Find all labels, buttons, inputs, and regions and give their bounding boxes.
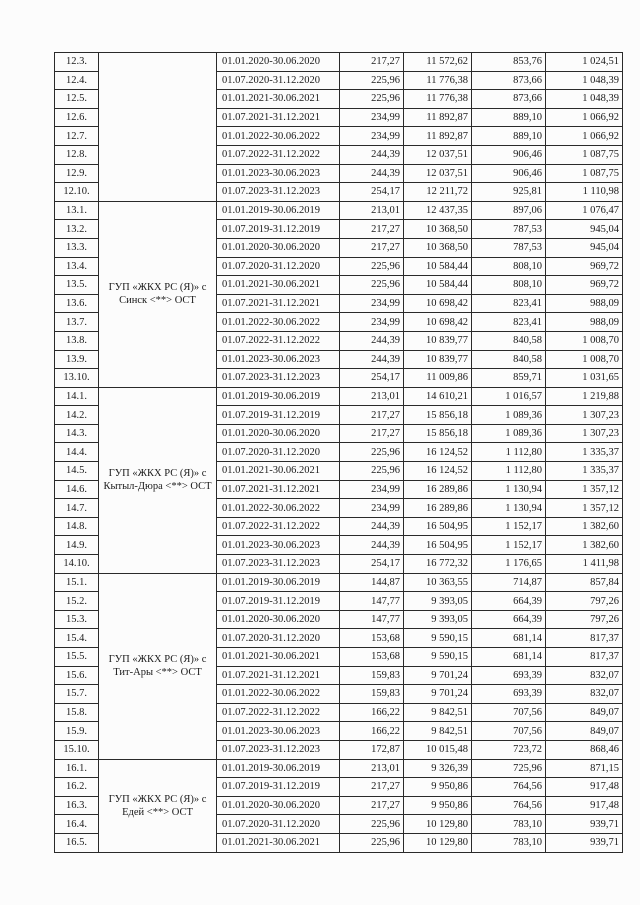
value-cell-2: 9 950,86: [404, 778, 472, 797]
value-cell-2: 9 393,05: [404, 592, 472, 611]
value-cell-2: 10 584,44: [404, 276, 472, 295]
row-number-cell: 15.5.: [55, 648, 99, 667]
value-cell-4: 1 008,70: [546, 350, 623, 369]
value-cell-3: 725,96: [472, 759, 546, 778]
value-cell-3: 1 016,57: [472, 387, 546, 406]
value-cell-2: 9 701,24: [404, 685, 472, 704]
value-cell-4: 1 087,75: [546, 164, 623, 183]
value-cell-3: 1 130,94: [472, 499, 546, 518]
period-cell: 01.01.2021-30.06.2021: [217, 833, 340, 852]
value-cell-2: 10 015,48: [404, 740, 472, 759]
value-cell-1: 217,27: [340, 406, 404, 425]
value-cell-2: 16 504,95: [404, 536, 472, 555]
period-cell: 01.01.2020-30.06.2020: [217, 796, 340, 815]
value-cell-2: 16 772,32: [404, 555, 472, 574]
value-cell-4: 945,04: [546, 238, 623, 257]
value-cell-2: 10 698,42: [404, 294, 472, 313]
value-cell-1: 147,77: [340, 592, 404, 611]
value-cell-2: 10 129,80: [404, 833, 472, 852]
value-cell-2: 16 289,86: [404, 480, 472, 499]
value-cell-2: 12 437,35: [404, 201, 472, 220]
period-cell: 01.01.2021-30.06.2021: [217, 90, 340, 109]
value-cell-1: 217,27: [340, 778, 404, 797]
row-number-cell: 12.6.: [55, 108, 99, 127]
value-cell-4: 849,07: [546, 722, 623, 741]
table-row: [55, 759, 623, 778]
period-cell: 01.07.2019-31.12.2019: [217, 406, 340, 425]
value-cell-4: 1 307,23: [546, 424, 623, 443]
row-number-cell: 14.7.: [55, 499, 99, 518]
value-cell-3: 808,10: [472, 276, 546, 295]
row-number-cell: 15.8.: [55, 703, 99, 722]
value-cell-3: 853,76: [472, 53, 546, 72]
row-number-cell: 13.8.: [55, 331, 99, 350]
value-cell-4: 969,72: [546, 257, 623, 276]
row-number-cell: 15.10.: [55, 740, 99, 759]
period-cell: 01.01.2021-30.06.2021: [217, 276, 340, 295]
period-cell: 01.01.2023-30.06.2023: [217, 164, 340, 183]
value-cell-3: 1 152,17: [472, 517, 546, 536]
period-cell: 01.07.2022-31.12.2022: [217, 703, 340, 722]
value-cell-3: 787,53: [472, 238, 546, 257]
period-cell: 01.07.2020-31.12.2020: [217, 257, 340, 276]
value-cell-1: 225,96: [340, 257, 404, 276]
value-cell-3: 764,56: [472, 778, 546, 797]
value-cell-4: 1 335,37: [546, 462, 623, 481]
value-cell-1: 217,27: [340, 220, 404, 239]
value-cell-3: 873,66: [472, 90, 546, 109]
organization-cell: ГУП «ЖКХ РС (Я)» с Синск <**> ОСТ: [99, 201, 217, 387]
value-cell-1: 225,96: [340, 815, 404, 834]
value-cell-2: 10 584,44: [404, 257, 472, 276]
value-cell-3: 859,71: [472, 369, 546, 388]
value-cell-4: 939,71: [546, 815, 623, 834]
value-cell-2: 9 326,39: [404, 759, 472, 778]
value-cell-3: 783,10: [472, 833, 546, 852]
row-number-cell: 16.2.: [55, 778, 99, 797]
value-cell-1: 213,01: [340, 387, 404, 406]
period-cell: 01.07.2023-31.12.2023: [217, 555, 340, 574]
period-cell: 01.07.2019-31.12.2019: [217, 220, 340, 239]
value-cell-3: 1 089,36: [472, 406, 546, 425]
value-cell-2: 16 124,52: [404, 462, 472, 481]
value-cell-4: 797,26: [546, 610, 623, 629]
period-cell: 01.07.2019-31.12.2019: [217, 592, 340, 611]
row-number-cell: 14.4.: [55, 443, 99, 462]
value-cell-1: 254,17: [340, 183, 404, 202]
period-cell: 01.01.2020-30.06.2020: [217, 53, 340, 72]
value-cell-3: 693,39: [472, 666, 546, 685]
value-cell-4: 939,71: [546, 833, 623, 852]
value-cell-1: 244,39: [340, 517, 404, 536]
value-cell-4: 1 382,60: [546, 536, 623, 555]
row-number-cell: 14.8.: [55, 517, 99, 536]
row-number-cell: 15.7.: [55, 685, 99, 704]
value-cell-4: 1 008,70: [546, 331, 623, 350]
value-cell-3: 808,10: [472, 257, 546, 276]
value-cell-2: 9 842,51: [404, 722, 472, 741]
value-cell-3: 897,06: [472, 201, 546, 220]
value-cell-3: 681,14: [472, 648, 546, 667]
value-cell-4: 817,37: [546, 648, 623, 667]
value-cell-3: 714,87: [472, 573, 546, 592]
period-cell: 01.07.2022-31.12.2022: [217, 517, 340, 536]
row-number-cell: 15.3.: [55, 610, 99, 629]
value-cell-1: 234,99: [340, 313, 404, 332]
period-cell: 01.07.2020-31.12.2020: [217, 71, 340, 90]
period-cell: 01.01.2022-30.06.2022: [217, 313, 340, 332]
value-cell-3: 906,46: [472, 164, 546, 183]
value-cell-2: 16 124,52: [404, 443, 472, 462]
row-number-cell: 15.4.: [55, 629, 99, 648]
row-number-cell: 12.8.: [55, 145, 99, 164]
value-cell-4: 1 087,75: [546, 145, 623, 164]
value-cell-4: 1 382,60: [546, 517, 623, 536]
value-cell-3: 787,53: [472, 220, 546, 239]
value-cell-3: 823,41: [472, 313, 546, 332]
value-cell-4: 988,09: [546, 294, 623, 313]
value-cell-1: 147,77: [340, 610, 404, 629]
row-number-cell: 14.6.: [55, 480, 99, 499]
value-cell-4: 1 110,98: [546, 183, 623, 202]
row-number-cell: 14.1.: [55, 387, 99, 406]
value-cell-1: 244,39: [340, 350, 404, 369]
value-cell-2: 11 776,38: [404, 90, 472, 109]
value-cell-2: 10 839,77: [404, 350, 472, 369]
value-cell-4: 832,07: [546, 685, 623, 704]
value-cell-4: 917,48: [546, 796, 623, 815]
period-cell: 01.07.2023-31.12.2023: [217, 369, 340, 388]
value-cell-1: 234,99: [340, 499, 404, 518]
row-number-cell: 16.4.: [55, 815, 99, 834]
value-cell-4: 1 307,23: [546, 406, 623, 425]
period-cell: 01.01.2021-30.06.2021: [217, 648, 340, 667]
period-cell: 01.07.2020-31.12.2020: [217, 629, 340, 648]
period-cell: 01.07.2021-31.12.2021: [217, 480, 340, 499]
value-cell-1: 244,39: [340, 331, 404, 350]
value-cell-3: 840,58: [472, 331, 546, 350]
value-cell-1: 244,39: [340, 145, 404, 164]
value-cell-1: 234,99: [340, 294, 404, 313]
value-cell-2: 11 572,62: [404, 53, 472, 72]
value-cell-4: 1 357,12: [546, 480, 623, 499]
value-cell-1: 153,68: [340, 648, 404, 667]
value-cell-4: 917,48: [546, 778, 623, 797]
value-cell-1: 144,87: [340, 573, 404, 592]
value-cell-4: 1 031,65: [546, 369, 623, 388]
value-cell-2: 10 368,50: [404, 238, 472, 257]
value-cell-1: 172,87: [340, 740, 404, 759]
value-cell-1: 166,22: [340, 703, 404, 722]
period-cell: 01.07.2020-31.12.2020: [217, 815, 340, 834]
value-cell-4: 1 357,12: [546, 499, 623, 518]
row-number-cell: 15.6.: [55, 666, 99, 685]
row-number-cell: 13.4.: [55, 257, 99, 276]
value-cell-3: 840,58: [472, 350, 546, 369]
period-cell: 01.01.2020-30.06.2020: [217, 610, 340, 629]
table-row: [55, 387, 623, 406]
period-cell: 01.01.2023-30.06.2023: [217, 536, 340, 555]
value-cell-2: 12 211,72: [404, 183, 472, 202]
value-cell-3: 906,46: [472, 145, 546, 164]
value-cell-2: 10 368,50: [404, 220, 472, 239]
value-cell-2: 12 037,51: [404, 145, 472, 164]
period-cell: 01.07.2021-31.12.2021: [217, 666, 340, 685]
row-number-cell: 15.9.: [55, 722, 99, 741]
organization-cell: [99, 53, 217, 202]
value-cell-2: 11 776,38: [404, 71, 472, 90]
period-cell: 01.01.2021-30.06.2021: [217, 462, 340, 481]
organization-cell: ГУП «ЖКХ РС (Я)» с Кытыл-Дюра <**> ОСТ: [99, 387, 217, 573]
period-cell: 01.07.2021-31.12.2021: [217, 108, 340, 127]
value-cell-1: 254,17: [340, 555, 404, 574]
value-cell-4: 1 335,37: [546, 443, 623, 462]
value-cell-3: 925,81: [472, 183, 546, 202]
value-cell-2: 11 009,86: [404, 369, 472, 388]
row-number-cell: 12.7.: [55, 127, 99, 146]
period-cell: 01.01.2020-30.06.2020: [217, 424, 340, 443]
row-number-cell: 14.9.: [55, 536, 99, 555]
value-cell-3: 1 089,36: [472, 424, 546, 443]
value-cell-1: 225,96: [340, 833, 404, 852]
value-cell-3: 707,56: [472, 703, 546, 722]
value-cell-3: 1 152,17: [472, 536, 546, 555]
value-cell-2: 12 037,51: [404, 164, 472, 183]
value-cell-2: 11 892,87: [404, 127, 472, 146]
row-number-cell: 12.3.: [55, 53, 99, 72]
row-number-cell: 14.2.: [55, 406, 99, 425]
value-cell-1: 213,01: [340, 759, 404, 778]
period-cell: 01.01.2023-30.06.2023: [217, 350, 340, 369]
value-cell-2: 16 504,95: [404, 517, 472, 536]
value-cell-2: 10 129,80: [404, 815, 472, 834]
value-cell-2: 9 393,05: [404, 610, 472, 629]
value-cell-4: 871,15: [546, 759, 623, 778]
period-cell: 01.07.2019-31.12.2019: [217, 778, 340, 797]
value-cell-1: 225,96: [340, 90, 404, 109]
value-cell-3: 764,56: [472, 796, 546, 815]
value-cell-3: 693,39: [472, 685, 546, 704]
row-number-cell: 13.6.: [55, 294, 99, 313]
value-cell-4: 1 411,98: [546, 555, 623, 574]
value-cell-1: 159,83: [340, 666, 404, 685]
value-cell-4: 849,07: [546, 703, 623, 722]
row-number-cell: 15.1.: [55, 573, 99, 592]
value-cell-4: 832,07: [546, 666, 623, 685]
value-cell-4: 1 024,51: [546, 53, 623, 72]
period-cell: 01.01.2023-30.06.2023: [217, 722, 340, 741]
value-cell-1: 217,27: [340, 238, 404, 257]
value-cell-1: 166,22: [340, 722, 404, 741]
value-cell-2: 9 701,24: [404, 666, 472, 685]
value-cell-2: 9 590,15: [404, 629, 472, 648]
value-cell-4: 1 066,92: [546, 108, 623, 127]
value-cell-1: 217,27: [340, 53, 404, 72]
value-cell-1: 225,96: [340, 443, 404, 462]
table-row: [55, 201, 623, 220]
value-cell-1: 153,68: [340, 629, 404, 648]
value-cell-2: 9 950,86: [404, 796, 472, 815]
value-cell-1: 234,99: [340, 480, 404, 499]
value-cell-2: 10 698,42: [404, 313, 472, 332]
value-cell-4: 797,26: [546, 592, 623, 611]
value-cell-4: 857,84: [546, 573, 623, 592]
value-cell-1: 217,27: [340, 424, 404, 443]
value-cell-2: 9 590,15: [404, 648, 472, 667]
value-cell-1: 234,99: [340, 127, 404, 146]
value-cell-2: 15 856,18: [404, 406, 472, 425]
row-number-cell: 16.3.: [55, 796, 99, 815]
organization-cell: ГУП «ЖКХ РС (Я)» с Тит-Ары <**> ОСТ: [99, 573, 217, 759]
value-cell-4: 1 219,88: [546, 387, 623, 406]
value-cell-4: 969,72: [546, 276, 623, 295]
row-number-cell: 12.5.: [55, 90, 99, 109]
row-number-cell: 16.1.: [55, 759, 99, 778]
value-cell-2: 15 856,18: [404, 424, 472, 443]
row-number-cell: 12.4.: [55, 71, 99, 90]
value-cell-4: 1 076,47: [546, 201, 623, 220]
value-cell-1: 159,83: [340, 685, 404, 704]
value-cell-1: 225,96: [340, 276, 404, 295]
row-number-cell: 13.7.: [55, 313, 99, 332]
value-cell-1: 244,39: [340, 536, 404, 555]
period-cell: 01.07.2023-31.12.2023: [217, 183, 340, 202]
value-cell-3: 873,66: [472, 71, 546, 90]
row-number-cell: 13.1.: [55, 201, 99, 220]
period-cell: 01.07.2021-31.12.2021: [217, 294, 340, 313]
table-row: [55, 573, 623, 592]
period-cell: 01.01.2022-30.06.2022: [217, 127, 340, 146]
value-cell-2: 10 839,77: [404, 331, 472, 350]
value-cell-2: 11 892,87: [404, 108, 472, 127]
value-cell-3: 664,39: [472, 592, 546, 611]
value-cell-1: 217,27: [340, 796, 404, 815]
row-number-cell: 13.3.: [55, 238, 99, 257]
tariff-table: [54, 52, 623, 853]
value-cell-3: 664,39: [472, 610, 546, 629]
value-cell-1: 244,39: [340, 164, 404, 183]
period-cell: 01.01.2019-30.06.2019: [217, 759, 340, 778]
period-cell: 01.01.2019-30.06.2019: [217, 387, 340, 406]
row-number-cell: 14.5.: [55, 462, 99, 481]
row-number-cell: 14.10.: [55, 555, 99, 574]
value-cell-3: 681,14: [472, 629, 546, 648]
period-cell: 01.07.2023-31.12.2023: [217, 740, 340, 759]
value-cell-1: 234,99: [340, 108, 404, 127]
value-cell-4: 817,37: [546, 629, 623, 648]
value-cell-4: 988,09: [546, 313, 623, 332]
period-cell: 01.01.2020-30.06.2020: [217, 238, 340, 257]
row-number-cell: 12.10.: [55, 183, 99, 202]
row-number-cell: 14.3.: [55, 424, 99, 443]
row-number-cell: 13.5.: [55, 276, 99, 295]
organization-cell: ГУП «ЖКХ РС (Я)» с Едей <**> ОСТ: [99, 759, 217, 852]
value-cell-3: 823,41: [472, 294, 546, 313]
value-cell-2: 9 842,51: [404, 703, 472, 722]
value-cell-4: 868,46: [546, 740, 623, 759]
period-cell: 01.01.2019-30.06.2019: [217, 201, 340, 220]
value-cell-3: 723,72: [472, 740, 546, 759]
row-number-cell: 13.9.: [55, 350, 99, 369]
row-number-cell: 15.2.: [55, 592, 99, 611]
value-cell-1: 213,01: [340, 201, 404, 220]
value-cell-1: 254,17: [340, 369, 404, 388]
value-cell-3: 1 130,94: [472, 480, 546, 499]
period-cell: 01.07.2022-31.12.2022: [217, 145, 340, 164]
row-number-cell: 12.9.: [55, 164, 99, 183]
value-cell-4: 1 048,39: [546, 71, 623, 90]
value-cell-3: 707,56: [472, 722, 546, 741]
period-cell: 01.01.2022-30.06.2022: [217, 499, 340, 518]
value-cell-4: 1 048,39: [546, 90, 623, 109]
value-cell-1: 225,96: [340, 71, 404, 90]
value-cell-4: 945,04: [546, 220, 623, 239]
value-cell-2: 16 289,86: [404, 499, 472, 518]
value-cell-3: 1 112,80: [472, 443, 546, 462]
value-cell-3: 889,10: [472, 108, 546, 127]
value-cell-1: 225,96: [340, 462, 404, 481]
value-cell-3: 783,10: [472, 815, 546, 834]
value-cell-3: 1 176,65: [472, 555, 546, 574]
table-row: [55, 53, 623, 72]
period-cell: 01.01.2019-30.06.2019: [217, 573, 340, 592]
row-number-cell: 13.2.: [55, 220, 99, 239]
row-number-cell: 16.5.: [55, 833, 99, 852]
period-cell: 01.01.2022-30.06.2022: [217, 685, 340, 704]
period-cell: 01.07.2020-31.12.2020: [217, 443, 340, 462]
value-cell-4: 1 066,92: [546, 127, 623, 146]
value-cell-3: 1 112,80: [472, 462, 546, 481]
value-cell-2: 10 363,55: [404, 573, 472, 592]
value-cell-2: 14 610,21: [404, 387, 472, 406]
value-cell-3: 889,10: [472, 127, 546, 146]
period-cell: 01.07.2022-31.12.2022: [217, 331, 340, 350]
row-number-cell: 13.10.: [55, 369, 99, 388]
